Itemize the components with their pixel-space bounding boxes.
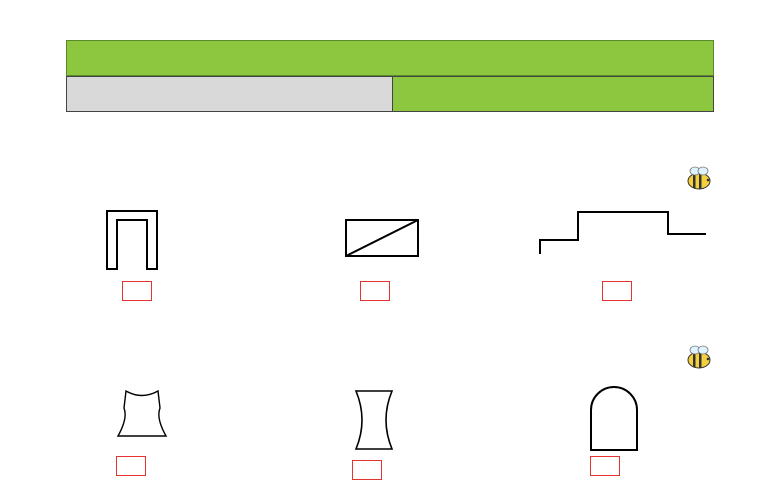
student-name-field[interactable]	[393, 77, 713, 111]
arch-shape	[588, 384, 640, 452]
answer-box-6[interactable]	[116, 456, 146, 476]
answer-box-5[interactable]	[352, 460, 382, 480]
skill-label	[67, 77, 393, 111]
rectangle-diagonal-shape	[344, 218, 420, 258]
activity-1-instruction	[678, 165, 714, 191]
hourglass-shape	[352, 388, 396, 452]
u-frame-shape	[104, 208, 160, 272]
bee-icon	[684, 344, 714, 370]
info-row	[66, 76, 714, 112]
worksheet-title	[66, 40, 714, 76]
staircase-shape	[538, 208, 708, 256]
answer-box-1[interactable]	[602, 281, 632, 301]
answer-box-3[interactable]	[122, 281, 152, 301]
activity-2-instruction	[678, 344, 714, 370]
shirt-shape	[116, 388, 168, 440]
answer-box-2[interactable]	[360, 281, 390, 301]
pencil-border-right	[720, 0, 780, 500]
pencil-border-left	[0, 0, 60, 500]
pencil-border-bottom	[0, 482, 780, 500]
pencil-border-top	[0, 0, 780, 34]
bee-icon	[684, 165, 714, 191]
answer-box-4[interactable]	[590, 456, 620, 476]
